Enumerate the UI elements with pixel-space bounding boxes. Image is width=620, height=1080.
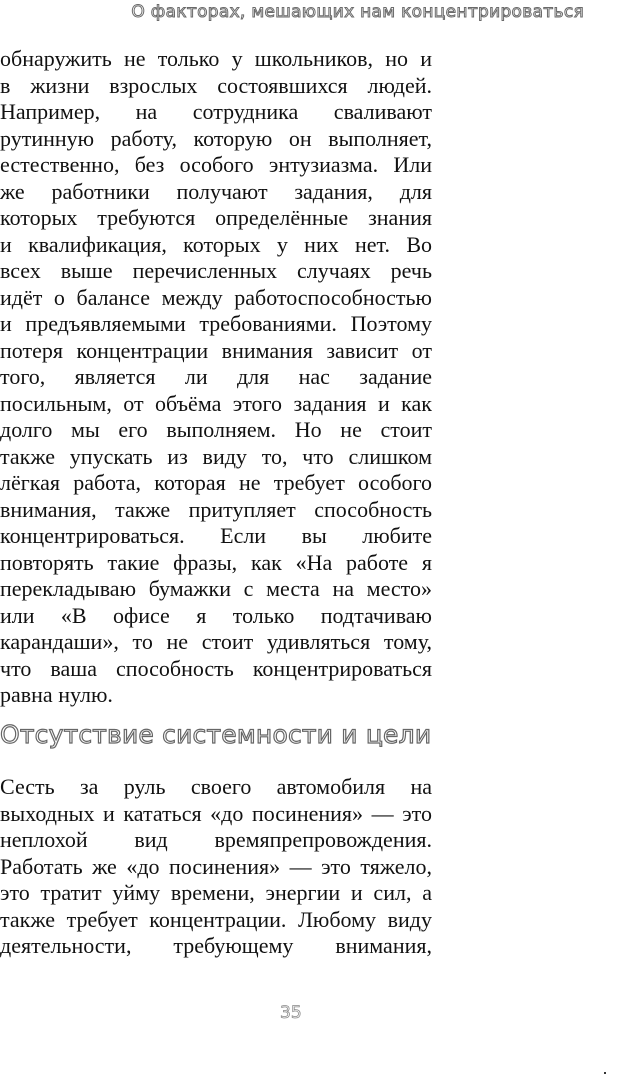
text-line: также требует концентрации. Любому виду bbox=[0, 906, 432, 932]
text-line: посильным, от объёма этого задания и как bbox=[0, 390, 432, 416]
text-line: неплохой вид времяпрепровождения. bbox=[0, 827, 432, 852]
text-line: лёгкая работа, которая не требует особого bbox=[0, 470, 432, 495]
text-line: же работники получают задания, для bbox=[0, 178, 432, 204]
text-line: того, является ли для нас задание bbox=[0, 364, 432, 389]
text-line: долго мы его выполняем. Но не стоит bbox=[0, 417, 432, 442]
text-line: идёт о балансе между работоспособностью bbox=[0, 284, 432, 310]
text-line: концентрироваться. Если вы любите bbox=[0, 523, 432, 548]
text-line: в жизни взрослых состоявшихся людей. bbox=[0, 72, 432, 98]
body-paragraph-1 bbox=[0, 46, 432, 709]
text-line: или «В офисе я только подтачиваю bbox=[0, 602, 432, 628]
text-line: что ваша способность концентрироваться bbox=[0, 655, 432, 681]
text-line: и квалификация, которых у них нет. Во bbox=[0, 231, 432, 257]
text-line: естественно, без особого энтузиазма. Или bbox=[0, 152, 432, 177]
text-line: перекладываю бумажки с места на место» bbox=[0, 576, 432, 601]
text-line: также упускать из виду то, что слишком bbox=[0, 443, 432, 469]
text-line: всех выше перечисленных случаях речь bbox=[0, 258, 432, 283]
page-number: 35 bbox=[280, 1003, 302, 1023]
section-heading: Отсутствие системности и цели bbox=[0, 720, 432, 749]
print-speck bbox=[604, 1072, 606, 1074]
text-line: выходных и кататься «до посинения» — это bbox=[0, 800, 432, 826]
text-line: карандаши», то не стоит удивляться тому, bbox=[0, 629, 432, 654]
running-header: О факторах, мешающих нам концентрироваться bbox=[131, 2, 584, 22]
text-line: потеря концентрации внимания зависит от bbox=[0, 337, 432, 363]
text-line: Например, на сотрудника сваливают bbox=[0, 99, 432, 124]
text-line: рутинную работу, которую он выполняет, bbox=[0, 125, 432, 151]
text-line: и предъявляемыми требованиями. Поэтому bbox=[0, 311, 432, 336]
text-line: равна нулю. bbox=[0, 682, 113, 707]
text-line: это тратит уйму времени, энергии и сил, а bbox=[0, 880, 432, 905]
text-line: которых требуются определённые знания bbox=[0, 205, 432, 230]
text-line: внимания, также притупляет способность bbox=[0, 496, 432, 522]
text-line: обнаружить не только у школьников, но и bbox=[0, 46, 432, 71]
body-paragraph-2 bbox=[0, 774, 432, 960]
text-line: Сесть за руль своего автомобиля на bbox=[0, 774, 432, 799]
text-line: Работать же «до посинения» — это тяжело, bbox=[0, 853, 432, 879]
text-line: деятельности, требующему внимания, bbox=[0, 933, 432, 958]
text-line: повторять такие фразы, как «На работе я bbox=[0, 549, 432, 575]
